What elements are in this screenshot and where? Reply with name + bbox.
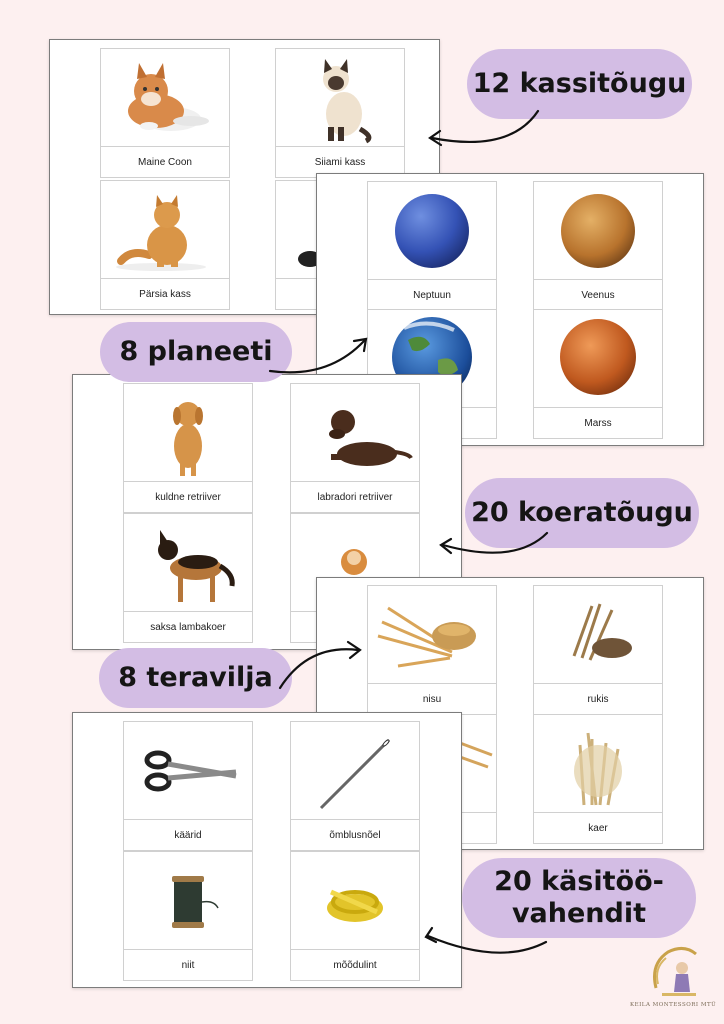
callout-planets: 8 planeeti: [100, 322, 292, 382]
card-label: rukis: [534, 683, 662, 714]
sewing-needle-icon: [291, 722, 419, 819]
arrow-crafts: [420, 922, 555, 967]
card-oats: [533, 714, 663, 844]
card-scissors: [123, 721, 253, 851]
card-maine-coon: [100, 48, 230, 178]
callout-crafts-line1: 20 käsitöö-: [494, 865, 664, 897]
arrow-grains: [278, 638, 368, 693]
card-label: õmblusnõel: [291, 819, 419, 850]
card-siamese: [275, 48, 405, 178]
card-label: Siiami kass: [276, 146, 404, 177]
logo-text: KEILA MONTESSORI MTÜ: [630, 1002, 717, 1008]
scissors-icon: [124, 722, 252, 819]
card-neptune: [367, 181, 497, 311]
card-labrador: [290, 383, 420, 513]
card-label: kaer: [534, 812, 662, 843]
card-persian: [100, 180, 230, 310]
callout-crafts-line2: vahendit: [511, 898, 647, 929]
card-label: Pärsia kass: [101, 278, 229, 309]
mars-icon: [534, 310, 662, 407]
callout-dogs: 20 koeratõugu: [465, 478, 699, 548]
arrow-dogs-line: [443, 533, 547, 553]
card-label: Veenus: [534, 279, 662, 310]
thread-spool-icon: [124, 852, 252, 949]
callout-cats: 12 kassitõugu: [467, 49, 692, 119]
oats-icon: [534, 715, 662, 812]
card-label: nisu: [368, 683, 496, 714]
wheat-icon: [368, 586, 496, 683]
arrow-planets-line: [270, 341, 364, 372]
card-label: Marss: [534, 407, 662, 438]
card-measuring-tape: [290, 851, 420, 981]
callout-grains: 8 teravilja: [99, 648, 292, 708]
golden-retriever-icon: [124, 384, 252, 481]
measuring-tape-icon: [291, 852, 419, 949]
card-label: mõõdulint: [291, 949, 419, 980]
german-shepherd-icon: [124, 514, 252, 611]
arrow-crafts-line: [428, 936, 546, 953]
arrow-cats-line: [432, 111, 538, 142]
card-rye: [533, 585, 663, 715]
card-label: Maine Coon: [101, 146, 229, 177]
card-label: Neptuun: [368, 279, 496, 310]
arrow-crafts-head: [426, 928, 436, 942]
arrow-grains-line: [280, 649, 358, 688]
card-mars: [533, 309, 663, 439]
card-wheat: [367, 585, 497, 715]
card-label: labradori retriiver: [291, 481, 419, 512]
siamese-cat-icon: [276, 49, 404, 146]
rye-icon: [534, 586, 662, 683]
card-german-shepherd: [123, 513, 253, 643]
persian-cat-icon: [101, 181, 229, 278]
card-needle: [290, 721, 420, 851]
card-label: niit: [124, 949, 252, 980]
crafts-sheet: [72, 712, 462, 988]
card-thread: [123, 851, 253, 981]
card-venus: [533, 181, 663, 311]
arrow-planets: [268, 335, 378, 380]
girl-with-wheat-logo-icon: [648, 944, 706, 1000]
card-label: saksa lambakoer: [124, 611, 252, 642]
maine-coon-cat-icon: [101, 49, 229, 146]
card-golden-retriever: [123, 383, 253, 513]
card-label: kuldne retriiver: [124, 481, 252, 512]
venus-icon: [534, 182, 662, 279]
arrow-cats: [420, 105, 550, 155]
labrador-retriever-icon: [291, 384, 419, 481]
card-label: käärid: [124, 819, 252, 850]
neptune-icon: [368, 182, 496, 279]
arrow-dogs: [435, 525, 555, 565]
